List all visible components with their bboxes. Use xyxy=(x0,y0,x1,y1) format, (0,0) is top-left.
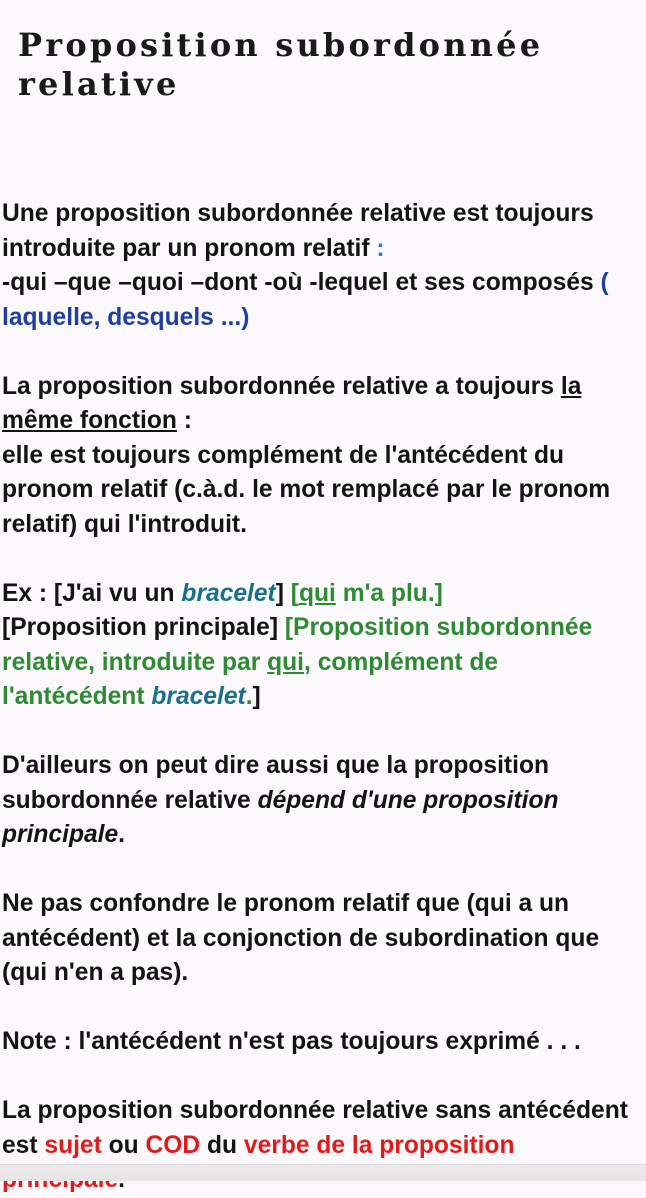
example-main-end: ] xyxy=(275,579,291,607)
label-relative-clause: [Proposition subordonnée relative, introduite par xyxy=(2,614,593,676)
article-body xyxy=(2,197,642,1198)
word-du: du xyxy=(200,1131,244,1159)
compound-pronouns: ( laquelle, desquels ...) xyxy=(2,269,609,331)
no-antecedent-text: La proposition subordonnée relative sans antécédent est xyxy=(2,1097,628,1159)
title-line-2: relative xyxy=(18,65,180,103)
label-pronoun-qui: qui xyxy=(267,648,305,676)
relative-pronouns-list: -qui –que –quoi –dont -où -lequel et ses composés xyxy=(2,269,601,296)
dependence-italic: dépend d'une proposition principale xyxy=(2,786,559,848)
label-antecedent: bracelet xyxy=(151,683,246,710)
paragraph-no-antecedent xyxy=(2,1094,642,1198)
example-antecedent: bracelet xyxy=(181,579,276,607)
dependence-text: D'ailleurs on peut dire aussi que la proposition subordonnée relative xyxy=(2,752,549,814)
label-complement: , complément de l'antécédent xyxy=(2,648,499,710)
same-function-underlined: la même fonction xyxy=(2,372,582,434)
term-cod: COD xyxy=(145,1131,201,1159)
function-explanation: elle est toujours complément de l'antécédent du pronom relatif (c.à.d. le mot remplacé par le pronom relatif) qui l'introduit. xyxy=(2,441,611,538)
word-ou: ou xyxy=(101,1131,146,1159)
paragraph-confusion: Ne pas confondre le pronom relatif que (qui a un antécédent) et la conjonction de subordination que (qui n'en a pas). xyxy=(2,890,600,986)
label-main-clause: [Proposition principale] xyxy=(2,614,285,641)
paragraph-example xyxy=(2,577,642,715)
example-pronoun-qui: qui xyxy=(298,579,336,607)
term-sujet: sujet xyxy=(44,1131,102,1159)
paragraph-dependence xyxy=(2,749,642,853)
page-title xyxy=(18,26,638,104)
paragraph-function xyxy=(2,370,642,543)
bottom-edge-bar xyxy=(0,1164,646,1181)
example-relative-open: [ xyxy=(290,579,299,607)
example-main-start: Ex : [J'ai vu un xyxy=(2,579,182,607)
title-line-1: Proposition subordonnée xyxy=(18,26,544,64)
term-main-verb: verbe de la proposition xyxy=(243,1131,515,1159)
label-period: . xyxy=(245,683,253,710)
paragraph-note: Note : l'antécédent n'est pas toujours exprimé . . . xyxy=(2,1028,581,1055)
label-close-bracket: ] xyxy=(252,683,261,710)
function-text: La proposition subordonnée relative a toujours xyxy=(2,372,561,400)
dependence-period: . xyxy=(118,821,126,848)
paragraph-definition xyxy=(2,197,642,335)
definition-text: Une proposition subordonnée relative est toujours introduite par un pronom relatif xyxy=(2,200,594,262)
definition-colon: : xyxy=(376,234,385,262)
function-colon: : xyxy=(176,407,192,434)
example-relative-end: m'a plu.] xyxy=(335,579,443,607)
